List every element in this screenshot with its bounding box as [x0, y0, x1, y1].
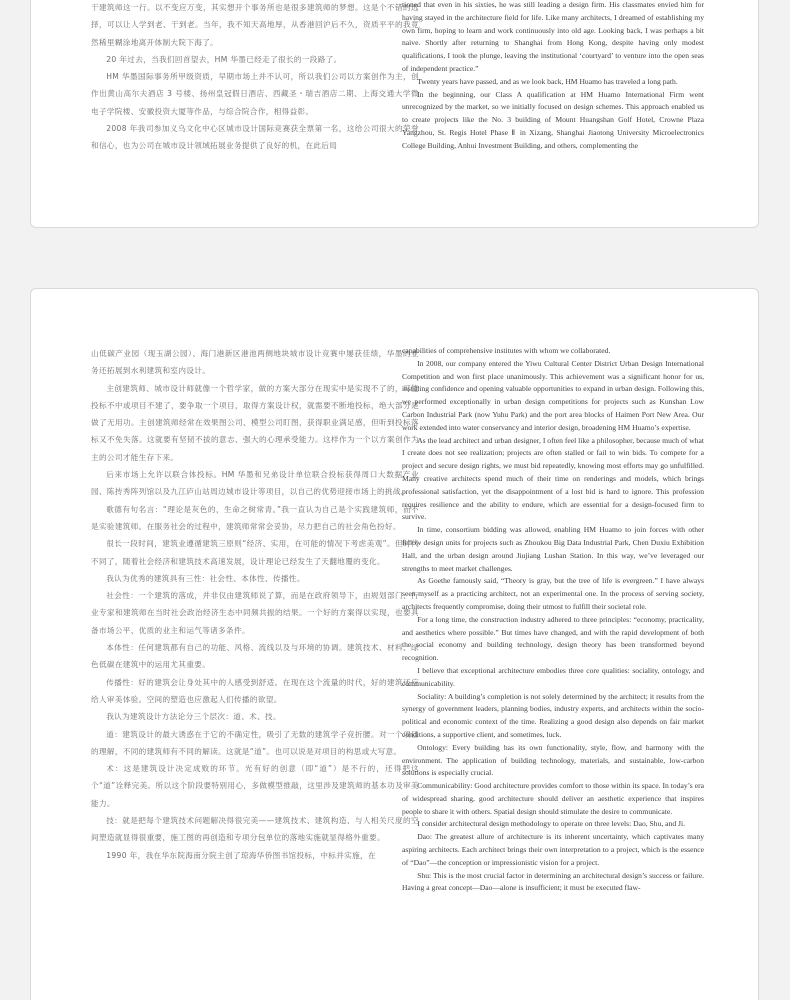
- paragraph: 1990 年，我在华东院海南分院主创了琼海华侨图书馆投标，中标并实施，在: [106, 850, 376, 860]
- chinese-column: [91, 0, 419, 155]
- paragraph: capabilities of comprehensive institutes with whom we collaborated.: [402, 346, 611, 355]
- paragraph: In 2008, our company entered the Yiwu Cultural Center District Urban Design International Competition and won first place unanimously. This achievement was a significant honor for us, instilling confidence and opening valuable opportunities to expand in urban design. Following this, we performed exceptionally in urban design competitions for projects such as Kunshan Low Carbon Industrial Park (now Yuhu Park) and the port area blocks of Haimen Port New Area. Our work extended into water conservancy and interior design, broadening HM Huamo’s expertise.: [402, 358, 704, 432]
- chinese-column: [91, 345, 419, 864]
- english-column: [402, 0, 704, 153]
- paragraph: Twenty years have passed, and as we look back, HM Huamo has traveled a long path.: [417, 76, 678, 86]
- paragraph: As the lead architect and urban designer, I often feel like a philosopher, because much of what I create does not see realization; projects are often stalled or fail to win bids. To compete for a project and secure design rights, we must bid repeatedly, knowing most efforts may go unfulfilled. Many creative architects spend much of their time on renderings and models, which brings professional satisfaction, yet the disappointment of a lost bid is hard to ignore. This profession requires resilience and the ability to endure, which are essential for a design-focused firm to survive.: [402, 435, 704, 522]
- paragraph: 术：这是建筑设计决定成败的环节。光有好的创意（即“道”）是不行的，还得把这个“道”诠释完美。所以这个阶段要特别用心，多做模型推敲，这里涉及建筑师的基本功及审美能力。: [91, 764, 419, 808]
- paragraph: Dao: The greatest allure of architecture is its inherent uncertainty, which captivates many aspiring architects. Each architect brings their own interpretation to a project, which is the essence of “Dao”—the conception or impressionistic vision for a project.: [402, 832, 704, 867]
- paragraph: I believe that exceptional architecture embodies three core qualities: sociality, ontology, and communicability.: [402, 665, 704, 688]
- paragraph: 技：就是把每个建筑技术问题解决得很完美——建筑技术、建筑构造、与人相关尺度的空间塑造就显得很重要，施工图的再创造和专项分包单位的落地实施就显得格外重要。: [91, 816, 419, 843]
- paragraph: 后来市场上允许以联合体投标。HM 华墨和兄弟设计单位联合投标获得周口大数据产业园、陈抟秀阵列馆以及九江庐山站周边城市设计等项目，以自己的优势迎接市场上的挑战。: [91, 470, 419, 497]
- paragraph: 道：建筑设计的最大诱惑在于它的不确定性，吸引了无数的建筑学子竞折腰。对一个项目的理解，不同的建筑师有不同的解读。这就是“道”。也可以说是对项目的构思或大写意。: [91, 729, 419, 756]
- paragraph: For a long time, the construction industry adhered to three principles: “economy, practicality, and aesthetics where possible.” But times have changed, and with the rapid development of both the social economy and building technology, design theory has been transformed beyond recognition.: [402, 614, 704, 663]
- english-column: [402, 345, 704, 895]
- paragraph: 20 年过去，当我们回首望去，HM 华墨已经走了很长的一段路了。: [106, 54, 342, 64]
- paragraph: 主创建筑师、城市设计师就像一个哲学家，做的方案大部分在现实中是实现不了的，可能投标不中或项目不建了，要争取一个项目，取得方案设计权，就需要不断地投标，绝大部分是做了无用功。主创建筑师经常在效果图公司、模型公司盯图，获得职业满足感，但听到投标落标又不免失落。这就要有坚韧不拔的意志、强大的心理承受能力。这样作为一个以方案创作为主的公司才能生存下来。: [91, 383, 419, 462]
- paragraph: Shu: This is the most crucial factor in determining an architectural design’s success or failure. Having a great concept—Dao—alone is insufficient; it must be executed flaw-: [402, 870, 704, 893]
- paragraph: Ontology: Every building has its own functionality, style, flow, and harmony with the environment. The application of building technology, materials, and sustainable, low-carbon solutions is especially crucial.: [402, 742, 704, 778]
- paragraph: tioned that even in his sixties, he was still leading a design firm. His classmates envied him for having stayed in the architecture field for life. Like many architects, I dreamed of establishing my own firm, hoping to learn and work continuously into old age. Looking back, I was perhaps a bit naive. Shortly after returning to Shanghai from Hong Kong, despite having only modest qualifications, I took the plunge, leaving the institutional ‘courtyard’ to venture into the open seas of independent practice.”: [402, 0, 704, 73]
- paragraph: 干建筑师这一行。以不变应万变，其实想开个事务所也是很多建筑师的梦想。这是个不错的选择，可以让人学到老、干到老。当年，我不知天高地厚，从香港回沪后不久，资质平平的我竟然稀里糊涂地离开体制大院下海了。: [91, 3, 419, 47]
- paragraph: 社会性：一个建筑的落成，并非仅由建筑师说了算，而是在政府领导下，由规划部门、行业专家和建筑师在当时社会政治经济生态中同频共振的结果。一个好的方案得以实现，也要具备市场公平、优质的业主和运气等诸多条件。: [91, 591, 419, 635]
- paragraph: 我认为优秀的建筑具有三性：社会性、本体性、传播性。: [106, 573, 305, 583]
- paragraph: 山低碳产业园（现玉湖公园）、海门港新区港池两侧地块城市设计竞赛中屡获佳绩，华墨的业务还拓展到水利建筑和室内设计。: [91, 349, 419, 376]
- paragraph: HM 华墨国际事务所甲级资质，早期市场上并不认可，所以我们公司以方案创作为主，创作出黄山高尔夫酒店 3 号楼、扬州皇冠假日酒店、西藏圣・瑞吉酒店二期、上海交通大学微电子学院楼、安徽投资大厦等作品，与综合院合作，相得益彰。: [91, 72, 419, 116]
- paragraph: Communicability: Good architecture provides comfort to those within its space. In today’s era of widespread sharing, good architecture should deliver an aesthetic experience that inspires people to share it with others. Spatial design should stimulate the desire to communicate.: [402, 781, 704, 816]
- paragraph: As Goethe famously said, “Theory is gray, but the tree of life is evergreen.” I have always seen myself as a practicing architect, not an experimental one. In the process of serving society, architects frequently compromise, doing their utmost to fulfill their societal role.: [402, 576, 704, 611]
- paragraph: I consider architectural design methodology to operate on three levels: Dao, Shu, and Ji.: [417, 819, 686, 829]
- paragraph: 2008 年我司参加义乌文化中心区城市设计国际竞赛获全票第一名，这给公司很大的荣誉和信心，也为公司在城市设计领域拓展业务提供了良好的机，在此后局: [91, 124, 419, 151]
- paragraph: In the beginning, our Class A qualification at HM Huamo International Firm went unrecognized by the market, so we initially focused on design schemes. This approach enabled us to create projects like the No. 3 building of Mount Huangshan Golf Hotel, Crowne Plaza Yangzhou, St. Regis Hotel Phase Ⅱ in Xizang, Shanghai Jiaotong University Microelectronics College Building, Anhui Investment Building, and others, complementing the: [402, 89, 704, 150]
- paragraph: 传播性：好的建筑会让身处其中的人感受到舒适。在现在这个流量的时代，好的建筑还应给人审美体验。空间的塑造也应激起人们传播的欲望。: [91, 677, 419, 704]
- paragraph: 本体性：任何建筑都有自己的功能、风格、流线以及与环境的协调。建筑技术、材料、绿色低碳在建筑中的运用尤其重要。: [91, 643, 419, 670]
- page-2: [30, 288, 759, 1000]
- paragraph: Sociality: A building’s completion is not solely determined by the architect; it results from the synergy of government leaders, planning bodies, industry experts, and architects within the socio-political and economic context of the time. Realizing a good design also depends on fair market conditions, a supportive client, and sometimes, luck.: [402, 691, 704, 739]
- paragraph: 歌德有句名言：“理论是灰色的，生命之树常青。”我一直认为自己是个实践建筑师，而不是实验建筑师。在服务社会的过程中，建筑师常常会妥协，尽力把自己的社会角色扮好。: [91, 504, 419, 531]
- page-1: [30, 0, 759, 228]
- paragraph: 很长一段时间，建筑业遵循建筑三原则“经济、实用，在可能的情况下考虑美观”。但时代不同了，随着社会经济和建筑技术高速发展，设计理论已经发生了天翻地覆的变化。: [91, 539, 419, 566]
- paragraph: In time, consortium bidding was allowed, enabling HM Huamo to join forces with other fellow design units for projects such as Zhoukou Big Data Industrial Park, Chen Duxiu Exhibition Hall, and the urban design around Jiujiang Lushan Station. In this way, we’ve leveraged our strengths to meet market challenges.: [402, 525, 704, 573]
- paragraph: 我认为建筑设计方法论分三个层次：道、术、技。: [106, 712, 281, 722]
